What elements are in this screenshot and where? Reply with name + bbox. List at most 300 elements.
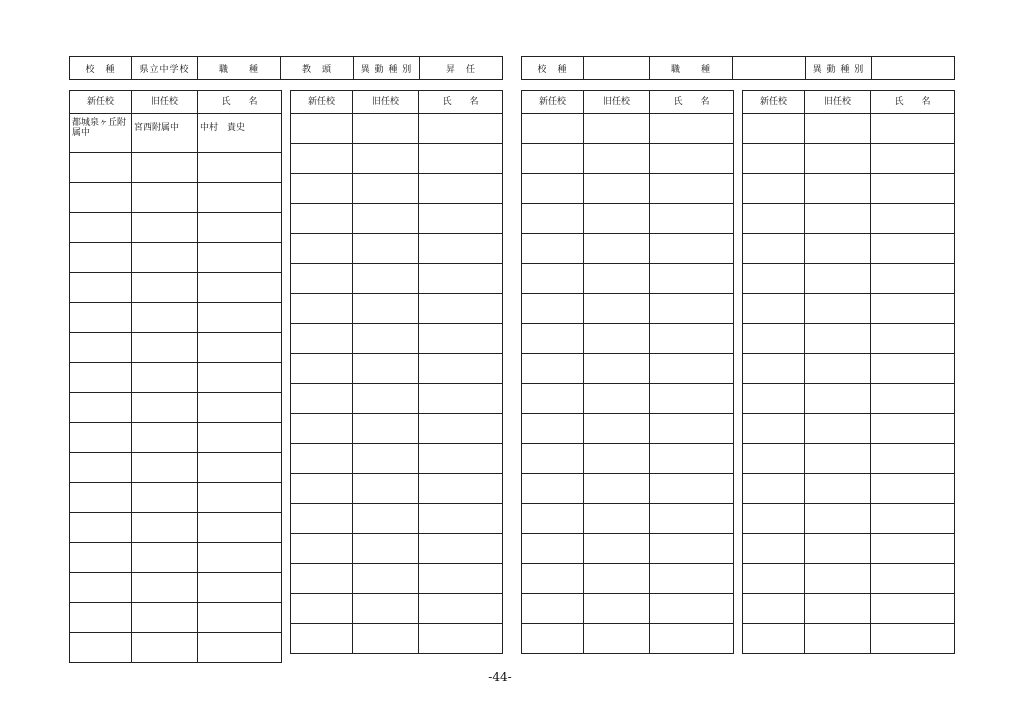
new-school-cell — [522, 624, 584, 654]
new-school-cell — [70, 243, 132, 273]
table-row — [743, 624, 955, 654]
table-row — [522, 324, 734, 354]
old-school-cell — [132, 603, 198, 633]
old-school-cell — [805, 444, 871, 474]
new-school-cell — [522, 474, 584, 504]
new-school-cell — [743, 444, 805, 474]
old-school-cell — [584, 384, 650, 414]
new-school-cell — [291, 534, 353, 564]
page-number: -44- — [488, 670, 512, 684]
old-school-cell — [353, 114, 419, 144]
old-school-cell — [805, 354, 871, 384]
table-row — [70, 633, 282, 663]
old-school-cell — [584, 324, 650, 354]
table-row — [291, 324, 503, 354]
table-row — [743, 264, 955, 294]
table-row — [70, 543, 282, 573]
school-type-value: 県立中学校 — [132, 57, 198, 80]
old-school-cell — [584, 534, 650, 564]
table-row — [522, 624, 734, 654]
old-school-cell — [584, 414, 650, 444]
name-cell — [650, 504, 734, 534]
name-cell — [198, 513, 282, 543]
name-cell — [871, 564, 955, 594]
old-school-cell — [353, 534, 419, 564]
name-cell — [871, 474, 955, 504]
column-header-old-school: 旧任校 — [584, 91, 650, 114]
name-cell — [871, 624, 955, 654]
table-row — [743, 234, 955, 264]
table-row — [291, 264, 503, 294]
new-school-cell — [743, 504, 805, 534]
new-school-cell — [743, 474, 805, 504]
name-cell — [871, 534, 955, 564]
name-cell: 中村 貴史 — [198, 114, 282, 153]
new-school-cell: 都城泉ヶ丘附属中 — [70, 114, 132, 153]
new-school-cell — [291, 444, 353, 474]
new-school-cell — [70, 333, 132, 363]
old-school-cell — [132, 633, 198, 663]
new-school-cell — [522, 444, 584, 474]
name-cell — [650, 594, 734, 624]
new-school-cell — [522, 144, 584, 174]
old-school-cell — [805, 324, 871, 354]
name-cell — [419, 234, 503, 264]
name-cell — [871, 504, 955, 534]
new-school-cell — [291, 594, 353, 624]
name-cell — [650, 444, 734, 474]
new-school-cell — [291, 204, 353, 234]
new-school-cell — [743, 354, 805, 384]
new-school-cell — [291, 174, 353, 204]
column-header-name: 氏 名 — [650, 91, 734, 114]
new-school-cell — [291, 264, 353, 294]
name-cell — [419, 534, 503, 564]
table-row — [743, 204, 955, 234]
table-row — [522, 264, 734, 294]
old-school-cell — [805, 504, 871, 534]
old-school-cell — [353, 264, 419, 294]
name-cell — [198, 153, 282, 183]
name-cell — [419, 504, 503, 534]
name-cell — [650, 564, 734, 594]
old-school-cell — [132, 213, 198, 243]
new-school-cell — [291, 144, 353, 174]
old-school-cell — [805, 114, 871, 144]
name-cell — [198, 393, 282, 423]
old-school-cell — [353, 444, 419, 474]
old-school-cell: 宮西附属中 — [132, 114, 198, 153]
table-row — [291, 594, 503, 624]
new-school-cell — [743, 384, 805, 414]
table-row — [291, 384, 503, 414]
name-cell — [419, 294, 503, 324]
old-school-cell — [353, 234, 419, 264]
table-row — [743, 474, 955, 504]
old-school-cell — [584, 144, 650, 174]
table-row — [70, 603, 282, 633]
new-school-cell — [70, 603, 132, 633]
table-row — [291, 114, 503, 144]
column-header-name: 氏 名 — [419, 91, 503, 114]
table-row — [291, 294, 503, 324]
table-row — [291, 414, 503, 444]
old-school-cell — [805, 624, 871, 654]
new-school-cell — [743, 414, 805, 444]
old-school-cell — [353, 204, 419, 234]
new-school-cell — [743, 534, 805, 564]
table-row — [291, 234, 503, 264]
empty-rows — [522, 114, 734, 654]
name-cell — [419, 354, 503, 384]
column-header-new-school: 新任校 — [522, 91, 584, 114]
school-type-label: 校 種 — [522, 57, 584, 80]
name-cell — [871, 234, 955, 264]
name-cell — [419, 144, 503, 174]
old-school-cell — [132, 513, 198, 543]
transfer-type-value — [872, 57, 955, 80]
table-row — [291, 624, 503, 654]
name-cell — [650, 354, 734, 384]
name-cell — [198, 213, 282, 243]
table-row — [743, 594, 955, 624]
old-school-cell — [132, 393, 198, 423]
table-row — [291, 564, 503, 594]
old-school-cell — [805, 204, 871, 234]
name-cell — [419, 474, 503, 504]
name-cell — [871, 354, 955, 384]
old-school-cell — [132, 573, 198, 603]
name-cell — [650, 474, 734, 504]
new-school-cell — [291, 114, 353, 144]
table-row — [522, 534, 734, 564]
new-school-cell — [743, 204, 805, 234]
name-cell — [419, 594, 503, 624]
job-type-value: 教 頭 — [281, 57, 354, 80]
name-cell — [871, 594, 955, 624]
old-school-cell — [584, 204, 650, 234]
new-school-cell — [743, 264, 805, 294]
old-school-cell — [584, 354, 650, 384]
table-row — [70, 273, 282, 303]
name-cell — [419, 384, 503, 414]
right-header-table — [521, 56, 955, 80]
name-cell — [198, 543, 282, 573]
name-cell — [419, 444, 503, 474]
new-school-cell — [291, 564, 353, 594]
table-row — [743, 174, 955, 204]
new-school-cell — [70, 483, 132, 513]
new-school-cell — [522, 234, 584, 264]
table-row — [70, 333, 282, 363]
new-school-cell — [70, 213, 132, 243]
column-header-name: 氏 名 — [871, 91, 955, 114]
old-school-cell — [353, 594, 419, 624]
new-school-cell — [70, 273, 132, 303]
table-row — [743, 354, 955, 384]
old-school-cell — [132, 423, 198, 453]
table-row — [70, 243, 282, 273]
personnel-grid-2 — [290, 90, 503, 654]
new-school-cell — [743, 594, 805, 624]
new-school-cell — [70, 453, 132, 483]
name-cell — [650, 324, 734, 354]
new-school-cell — [70, 363, 132, 393]
table-row — [522, 294, 734, 324]
old-school-cell — [584, 114, 650, 144]
name-cell — [650, 624, 734, 654]
old-school-cell — [805, 234, 871, 264]
table-row — [70, 363, 282, 393]
old-school-cell — [353, 294, 419, 324]
new-school-cell — [522, 504, 584, 534]
old-school-cell — [132, 243, 198, 273]
old-school-cell — [353, 624, 419, 654]
old-school-cell — [584, 504, 650, 534]
name-cell — [871, 294, 955, 324]
table-row — [522, 204, 734, 234]
name-cell — [871, 444, 955, 474]
table-row — [743, 564, 955, 594]
name-cell — [198, 183, 282, 213]
new-school-cell — [522, 414, 584, 444]
table-row — [743, 324, 955, 354]
table-row — [291, 534, 503, 564]
table-row — [522, 414, 734, 444]
table-row — [743, 414, 955, 444]
old-school-cell — [805, 564, 871, 594]
column-header-new-school: 新任校 — [291, 91, 353, 114]
name-cell — [650, 114, 734, 144]
empty-rows — [70, 153, 282, 663]
table-row — [291, 354, 503, 384]
table-row — [70, 114, 282, 153]
table-row — [522, 114, 734, 144]
old-school-cell — [584, 444, 650, 474]
table-row — [743, 444, 955, 474]
old-school-cell — [584, 174, 650, 204]
name-cell — [198, 633, 282, 663]
name-cell — [650, 414, 734, 444]
old-school-cell — [584, 474, 650, 504]
old-school-cell — [353, 354, 419, 384]
old-school-cell — [132, 153, 198, 183]
new-school-cell — [522, 294, 584, 324]
job-type-label: 職 種 — [198, 57, 281, 80]
name-cell — [198, 243, 282, 273]
name-cell — [871, 264, 955, 294]
new-school-cell — [291, 234, 353, 264]
column-header-new-school: 新任校 — [743, 91, 805, 114]
old-school-cell — [353, 414, 419, 444]
table-row — [70, 153, 282, 183]
new-school-cell — [743, 324, 805, 354]
new-school-cell — [522, 174, 584, 204]
new-school-cell — [291, 504, 353, 534]
new-school-cell — [743, 624, 805, 654]
name-cell — [419, 204, 503, 234]
new-school-cell — [70, 633, 132, 663]
name-cell — [871, 414, 955, 444]
table-row — [522, 234, 734, 264]
column-header-name: 氏 名 — [198, 91, 282, 114]
new-school-cell — [743, 114, 805, 144]
table-row — [522, 504, 734, 534]
name-cell — [419, 114, 503, 144]
table-row — [70, 303, 282, 333]
job-type-value — [733, 57, 806, 80]
name-cell — [650, 384, 734, 414]
name-cell — [650, 294, 734, 324]
name-cell — [650, 264, 734, 294]
old-school-cell — [353, 384, 419, 414]
transfer-type-value: 昇 任 — [420, 57, 503, 80]
new-school-cell — [522, 264, 584, 294]
name-cell — [650, 534, 734, 564]
old-school-cell — [132, 273, 198, 303]
old-school-cell — [805, 294, 871, 324]
new-school-cell — [522, 114, 584, 144]
old-school-cell — [805, 594, 871, 624]
column-header-new-school: 新任校 — [70, 91, 132, 114]
empty-rows — [291, 114, 503, 654]
new-school-cell — [522, 384, 584, 414]
new-school-cell — [70, 513, 132, 543]
table-row — [70, 393, 282, 423]
table-row — [70, 453, 282, 483]
old-school-cell — [132, 453, 198, 483]
new-school-cell — [291, 324, 353, 354]
new-school-cell — [522, 204, 584, 234]
new-school-cell — [291, 354, 353, 384]
table-row — [743, 114, 955, 144]
old-school-cell — [805, 534, 871, 564]
table-row — [70, 573, 282, 603]
old-school-cell — [132, 543, 198, 573]
old-school-cell — [584, 294, 650, 324]
new-school-cell — [70, 303, 132, 333]
new-school-cell — [522, 324, 584, 354]
new-school-cell — [291, 474, 353, 504]
old-school-cell — [353, 504, 419, 534]
name-cell — [198, 483, 282, 513]
table-row — [291, 504, 503, 534]
old-school-cell — [805, 474, 871, 504]
table-row — [522, 444, 734, 474]
old-school-cell — [132, 363, 198, 393]
name-cell — [871, 204, 955, 234]
table-row — [291, 174, 503, 204]
empty-rows — [743, 114, 955, 654]
new-school-cell — [291, 624, 353, 654]
name-cell — [871, 384, 955, 414]
name-cell — [419, 324, 503, 354]
new-school-cell — [70, 393, 132, 423]
name-cell — [419, 174, 503, 204]
name-cell — [419, 414, 503, 444]
table-row — [70, 423, 282, 453]
name-cell — [198, 573, 282, 603]
old-school-cell — [584, 564, 650, 594]
table-row — [522, 384, 734, 414]
table-row — [522, 594, 734, 624]
new-school-cell — [522, 564, 584, 594]
personnel-grid-4 — [742, 90, 955, 654]
old-school-cell — [132, 303, 198, 333]
old-school-cell — [805, 174, 871, 204]
new-school-cell — [70, 423, 132, 453]
column-header-old-school: 旧任校 — [805, 91, 871, 114]
name-cell — [198, 333, 282, 363]
column-header-old-school: 旧任校 — [353, 91, 419, 114]
new-school-cell — [743, 294, 805, 324]
old-school-cell — [805, 264, 871, 294]
new-school-cell — [743, 564, 805, 594]
old-school-cell — [353, 174, 419, 204]
old-school-cell — [584, 234, 650, 264]
name-cell — [198, 603, 282, 633]
table-row — [70, 483, 282, 513]
table-row — [70, 513, 282, 543]
old-school-cell — [584, 624, 650, 654]
old-school-cell — [353, 324, 419, 354]
new-school-cell — [522, 594, 584, 624]
table-row — [291, 204, 503, 234]
new-school-cell — [70, 573, 132, 603]
old-school-cell — [132, 333, 198, 363]
name-cell — [650, 174, 734, 204]
old-school-cell — [353, 564, 419, 594]
new-school-cell — [291, 294, 353, 324]
name-cell — [650, 144, 734, 174]
table-row — [291, 444, 503, 474]
new-school-cell — [522, 354, 584, 384]
new-school-cell — [743, 144, 805, 174]
table-row — [291, 474, 503, 504]
name-cell — [650, 204, 734, 234]
new-school-cell — [522, 534, 584, 564]
new-school-cell — [291, 414, 353, 444]
new-school-cell — [70, 543, 132, 573]
name-cell — [871, 174, 955, 204]
school-type-label: 校 種 — [70, 57, 132, 80]
table-row — [522, 144, 734, 174]
table-row — [291, 144, 503, 174]
name-cell — [419, 564, 503, 594]
left-header-table — [69, 56, 503, 80]
name-cell — [871, 144, 955, 174]
name-cell — [419, 624, 503, 654]
old-school-cell — [805, 144, 871, 174]
new-school-cell — [291, 384, 353, 414]
name-cell — [198, 363, 282, 393]
new-school-cell — [743, 174, 805, 204]
personnel-grid-1 — [69, 90, 282, 663]
table-row — [522, 474, 734, 504]
personnel-grid-3 — [521, 90, 734, 654]
new-school-cell — [743, 234, 805, 264]
name-cell — [419, 264, 503, 294]
name-cell — [871, 114, 955, 144]
table-row — [522, 564, 734, 594]
table-row — [743, 534, 955, 564]
school-type-value — [584, 57, 650, 80]
table-row — [743, 144, 955, 174]
column-header-old-school: 旧任校 — [132, 91, 198, 114]
table-row — [743, 384, 955, 414]
old-school-cell — [805, 384, 871, 414]
old-school-cell — [805, 414, 871, 444]
